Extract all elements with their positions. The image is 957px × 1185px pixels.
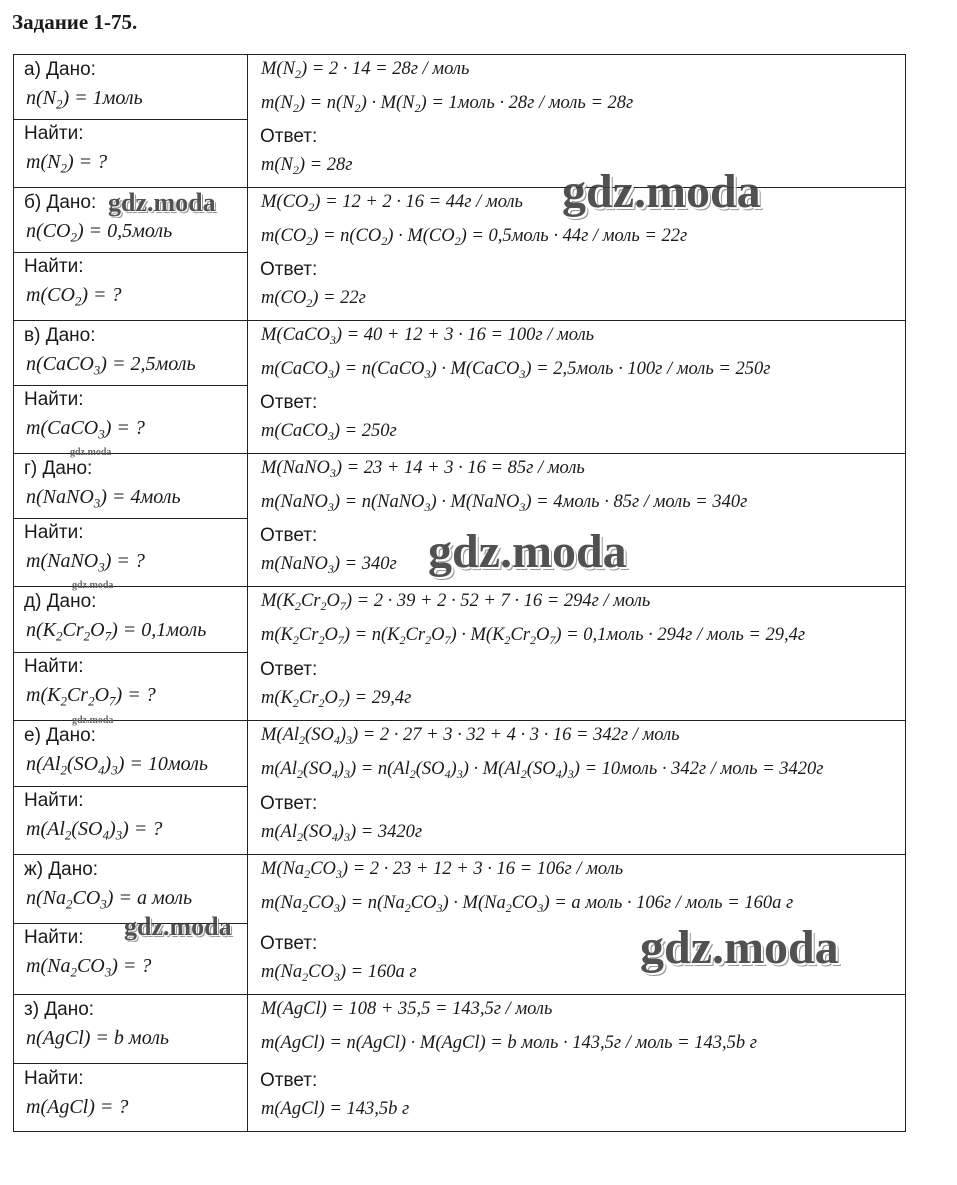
find-value: $m(CO_2)$ = ?: [26, 284, 122, 309]
given-cell: [14, 995, 248, 1064]
molar-mass-line: M(AgCl) = 108 + 35,5 = 143,5г / моль: [261, 999, 553, 1019]
given-label: д) Дано:: [24, 591, 97, 612]
find-value: $m(Al_2(SO_4)_3)$ = ?: [26, 818, 163, 843]
given-value: n(AgCl) = b моль: [26, 1027, 170, 1049]
given-label: а) Дано:: [24, 59, 96, 80]
given-value: n(NaNO$_3$) = 4моль: [26, 486, 181, 511]
find-value: $m(Na_2CO_3)$ = ?: [26, 955, 152, 980]
task-row: [14, 587, 905, 721]
find-label: Найти:: [24, 256, 84, 277]
given-cell: [14, 721, 248, 787]
task-row: [14, 995, 905, 1132]
given-label: з) Дано:: [24, 999, 95, 1020]
answer-value: $m(N_2) = 28г$: [261, 155, 353, 178]
answer-label: Ответ:: [260, 259, 318, 280]
find-cell: [14, 652, 248, 720]
mass-calculation-line: $m(Na_2CO_3) = n(Na_2CO_3) \cdot M(Na_2CO_3) = a$ моль · 106г / моль = 160a г: [261, 893, 794, 916]
given-label: ж) Дано:: [24, 859, 99, 880]
find-value: m(CaCO$_3$) = ?: [26, 417, 145, 442]
given-value: n(CaCO$_3$) = 2,5моль: [26, 353, 196, 378]
given-value: $n(N_2)$ = 1моль: [26, 87, 143, 112]
find-label: Найти:: [24, 389, 84, 410]
task-row: [14, 55, 905, 188]
mass-calculation-line: $m(CO_2) = n(CO_2) \cdot M(CO_2)$ = 0,5моль · 44г / моль = 22г: [261, 226, 688, 249]
task-left-column: [14, 454, 248, 586]
find-cell: [14, 252, 248, 320]
answer-value: m(NaNO$_3$) = 340г: [261, 554, 397, 577]
watermark: gdz.moda: [562, 165, 761, 218]
find-label: Найти:: [24, 1068, 84, 1089]
task-left-column: [14, 587, 248, 720]
mass-calculation-line: m(AgCl) = n(AgCl) · M(AgCl) = b моль · 143,5г / моль = 143,5b г: [261, 1033, 758, 1053]
given-label: г) Дано:: [24, 458, 93, 479]
task-left-column: [14, 321, 248, 453]
find-label: Найти:: [24, 790, 84, 811]
given-value: $n(Al_2(SO_4)_3)$ = 10моль: [26, 753, 208, 778]
find-value: m(AgCl) = ?: [26, 1096, 129, 1118]
answer-label: Ответ:: [260, 525, 318, 546]
given-cell: [14, 454, 248, 519]
given-value: $n(CO_2)$ = 0,5моль: [26, 220, 173, 245]
given-cell: [14, 587, 248, 653]
task-left-column: [14, 995, 248, 1132]
find-cell: [14, 518, 248, 586]
answer-value: $m(Na_2CO_3) = 160a$ г: [261, 962, 417, 985]
mass-calculation-line: m(NaNO$_3$) = n(NaNO$_3$) · M(NaNO$_3$) = 4моль · 85г / моль = 340г: [261, 492, 748, 515]
mass-calculation-line: $m(K_2Cr_2O_7) = n(K_2Cr_2O_7) \cdot M(K_2Cr_2O_7)$ = 0,1моль · 294г / моль = 29,4г: [261, 625, 806, 648]
molar-mass-line: M(NaNO$_3$) = 23 + 14 + 3 · 16 = 85г / моль: [261, 458, 585, 481]
solution-cell: [249, 321, 905, 453]
find-cell: [14, 1064, 248, 1132]
given-cell: [14, 321, 248, 386]
find-label: Найти:: [24, 656, 84, 677]
given-label: е) Дано:: [24, 725, 96, 746]
answer-label: Ответ:: [260, 933, 318, 954]
find-cell: [14, 385, 248, 453]
watermark: gdz.moda: [108, 188, 216, 217]
page-title: Задание 1-75.: [12, 10, 138, 34]
find-label: Найти:: [24, 522, 84, 543]
solution-cell: [249, 995, 905, 1132]
mass-calculation-line: $m(N_2) = n(N_2) \cdot M(N_2)$ = 1моль · 28г / моль = 28г: [261, 93, 634, 116]
watermark: gdz.moda: [124, 912, 232, 941]
molar-mass-line: M(CaCO$_3$) = 40 + 12 + 3 · 16 = 100г / моль: [261, 325, 595, 348]
answer-value: $m(Al_2(SO_4)_3) = 3420г$: [261, 822, 423, 845]
molar-mass-line: $M(Al_2(SO_4)_3) = 2 \cdot 27 + 3 \cdot 32 + 4 \cdot 3 \cdot 16 = 342г$ / моль: [261, 725, 680, 748]
watermark: gdz.moda: [640, 921, 839, 974]
watermark: gdz.moda: [428, 525, 627, 578]
answer-value: $m(K_2Cr_2O_7) = 29,4г$: [261, 688, 412, 711]
watermark: gdz.moda: [72, 715, 114, 726]
solution-cell: [249, 587, 905, 720]
task-left-column: [14, 55, 248, 187]
answer-value: m(CaCO$_3$) = 250г: [261, 421, 397, 444]
find-cell: [14, 786, 248, 854]
find-label: Найти:: [24, 927, 84, 948]
molar-mass-line: $M(Na_2CO_3) = 2 \cdot 23 + 12 + 3 \cdot 16 = 106г$ / моль: [261, 859, 624, 882]
find-value: $m(N_2)$ = ?: [26, 151, 108, 176]
molar-mass-line: $M(K_2Cr_2O_7) = 2 \cdot 39 + 2 \cdot 52 + 7 \cdot 16 = 294г$ / моль: [261, 591, 651, 614]
find-cell: [14, 119, 248, 187]
watermark: gdz.moda: [70, 447, 112, 458]
answer-label: Ответ:: [260, 1070, 318, 1091]
answer-label: Ответ:: [260, 659, 318, 680]
molar-mass-line: $M(CO_2) = 12 + 2 \cdot 16 = 44г$ / моль: [261, 192, 523, 215]
given-cell: [14, 55, 248, 120]
answer-label: Ответ:: [260, 126, 318, 147]
given-value: $n(K_2Cr_2O_7)$ = 0,1моль: [26, 619, 207, 644]
given-label: в) Дано:: [24, 325, 96, 346]
find-value: $m(K_2Cr_2O_7)$ = ?: [26, 684, 156, 709]
task-row: [14, 721, 905, 855]
task-row: [14, 321, 905, 454]
given-label: б) Дано:: [24, 192, 97, 213]
given-value: $n(Na_2CO_3) = a$ моль: [26, 887, 193, 912]
answer-label: Ответ:: [260, 392, 318, 413]
answer-value: $m(CO_2) = 22г$: [261, 288, 366, 311]
mass-calculation-line: m(CaCO$_3$) = n(CaCO$_3$) · M(CaCO$_3$) = 2,5моль · 100г / моль = 250г: [261, 359, 771, 382]
answer-value: m(AgCl) = 143,5b г: [261, 1099, 410, 1119]
find-label: Найти:: [24, 123, 84, 144]
molar-mass-line: $M(N_2) = 2 \cdot 14 = 28г$ / моль: [261, 59, 470, 82]
task-left-column: [14, 721, 248, 854]
watermark: gdz.moda: [72, 580, 114, 591]
solution-cell: [249, 721, 905, 854]
find-value: m(NaNO$_3$) = ?: [26, 550, 145, 575]
mass-calculation-line: $m(Al_2(SO_4)_3) = n(Al_2(SO_4)_3) \cdot M(Al_2(SO_4)_3)$ = 10моль · 342г / моль = 3420г: [261, 759, 824, 782]
answer-label: Ответ:: [260, 793, 318, 814]
